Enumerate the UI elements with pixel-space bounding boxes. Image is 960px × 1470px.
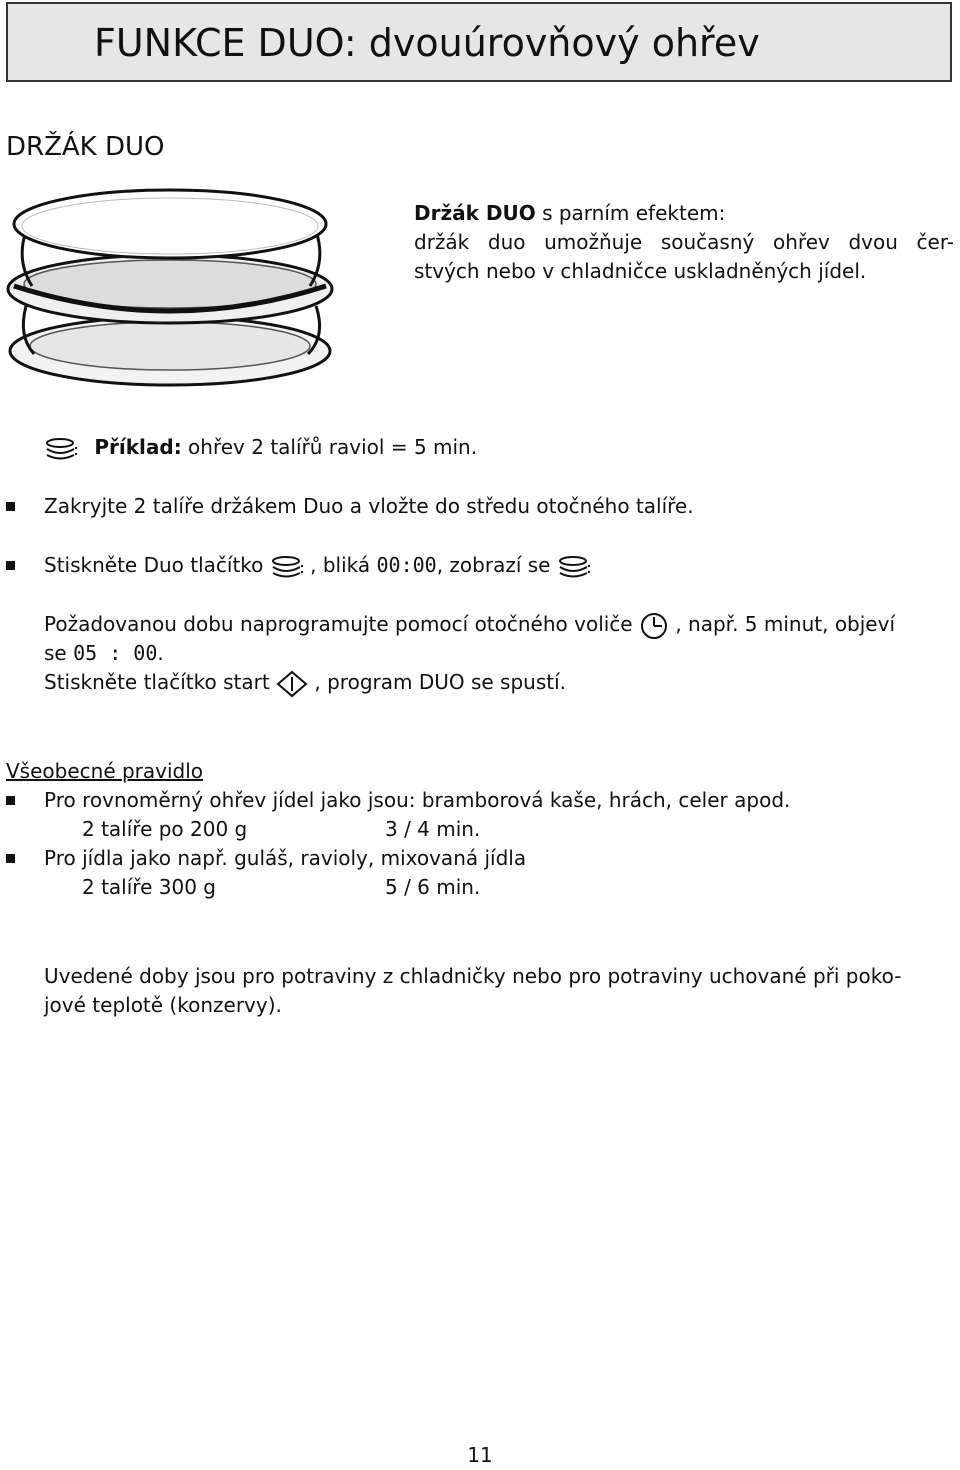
display-readout: 05 : 00 [73, 641, 158, 665]
step-2 [44, 551, 591, 580]
step-3-text-d: . [157, 641, 164, 665]
example-line [44, 433, 477, 462]
rule-item-1-time: 3 / 4 min. [385, 817, 481, 841]
intro-line2: držák duo umožňuje současný ohřev dvou čer- [414, 230, 954, 254]
duo-holder-illustration [4, 186, 334, 391]
section-title: DRŽÁK DUO [6, 132, 165, 162]
example-text: ohřev 2 talířů raviol = 5 min. [181, 435, 478, 459]
rule-item-2-qty: 2 talíře 300 g [82, 875, 216, 899]
rule-item-2: Pro jídla jako např. guláš, ravioly, mixovaná jídla [44, 846, 527, 870]
duo-holder-icon [270, 555, 304, 579]
step-3-text-b: , např. 5 minut, objeví [675, 612, 896, 636]
step-3-text-c: se [44, 641, 74, 665]
duo-holder-icon [44, 437, 78, 461]
step-4-text-a: Stiskněte tlačítko start [44, 670, 277, 694]
intro-paragraph [414, 199, 954, 286]
display-readout: 00:00 [376, 553, 437, 577]
bullet-icon [6, 561, 15, 570]
step-4 [44, 668, 566, 698]
bullet-icon [6, 854, 15, 863]
note-line-1: Uvedené doby jsou pro potraviny z chladničky nebo pro potraviny uchované při poko- [44, 964, 902, 988]
note-line-2: jové teplotě (konzervy). [44, 993, 282, 1017]
rule-item-1: Pro rovnoměrný ohřev jídel jako jsou: bramborová kaše, hrách, celer apod. [44, 788, 791, 812]
duo-holder-icon [557, 555, 591, 579]
start-diamond-icon [276, 670, 308, 698]
bullet-icon [6, 796, 15, 805]
intro-line1: s parním efektem: [535, 201, 726, 225]
page-title: FUNKCE DUO: dvouúrovňový ohřev [94, 21, 760, 65]
rule-item-1-qty: 2 talíře po 200 g [82, 817, 248, 841]
title-box [6, 2, 952, 82]
bullet-icon [6, 502, 15, 511]
rule-item-2-time: 5 / 6 min. [385, 875, 481, 899]
intro-bold: Držák DUO [414, 201, 536, 225]
step-3-text-a: Požadovanou dobu naprogramujte pomocí otočného voliče [44, 612, 639, 636]
step-2-text-a: Stiskněte Duo tlačítko [44, 553, 270, 577]
timer-dial-icon [639, 611, 669, 641]
step-2-text-b: , bliká [310, 553, 377, 577]
step-4-text-b: , program DUO se spustí. [314, 670, 567, 694]
example-bold: Příklad: [94, 435, 182, 459]
page-number: 11 [467, 1443, 493, 1467]
step-3 [44, 610, 895, 641]
step-2-text-c: , zobrazí se [436, 553, 557, 577]
rule-heading: Všeobecné pravidlo [6, 759, 204, 783]
intro-line3: stvých nebo v chladničce uskladněných jídel. [414, 259, 867, 283]
step-1: Zakryjte 2 talíře držákem Duo a vložte do středu otočného talíře. [44, 494, 694, 518]
step-3-cont [44, 639, 164, 668]
